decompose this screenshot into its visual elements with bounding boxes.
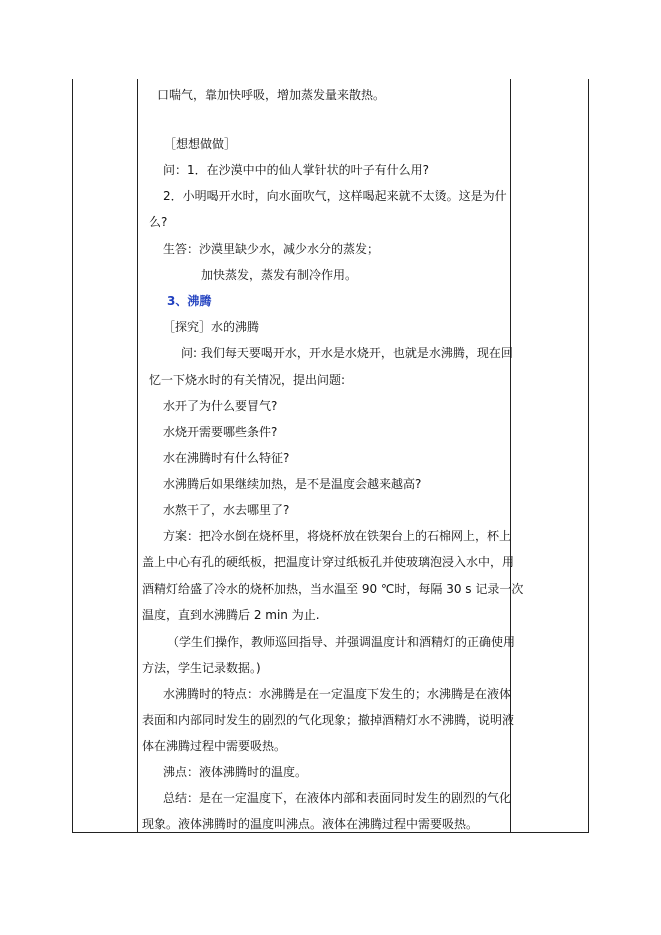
question-line: 水烧开需要哪些条件? [163, 425, 278, 439]
section-label: ［探究］水的沸腾 [163, 320, 260, 334]
question-line: 水沸腾后如果继续加热，是不是温度会越来越高? [163, 477, 422, 491]
table-border-right [588, 79, 589, 833]
text-line: 总结：是在一定温度下，在液体内部和表面同时发生的剧烈的气化 [163, 791, 512, 805]
question-line: 水在沸腾时有什么特征? [163, 451, 290, 465]
text-line: 方案：把冷水倒在烧杯里，将烧杯放在铁架台上的石棉网上，杯上 [163, 529, 512, 543]
text-line: 忆一下烧水时的有关情况，提出问题: [149, 373, 346, 387]
table-column-divider-1 [137, 79, 138, 833]
text-line: （学生们操作，教师巡回指导、并强调温度计和酒精灯的正确使用 [167, 635, 516, 649]
answer-line: 生答：沙漠里缺少水，减少水分的蒸发； [163, 242, 380, 256]
text-line: 现象。液体沸腾时的温度叫沸点。液体在沸腾过程中需要吸热。 [142, 817, 479, 831]
section-label: ［想想做做］ [164, 137, 237, 151]
question-line: 水开了为什么要冒气? [163, 399, 278, 413]
table-bottom-border [72, 832, 589, 833]
section-heading: 3、沸腾 [167, 294, 212, 308]
text-line: 沸点：液体沸腾时的温度。 [163, 765, 308, 779]
text-line: 酒精灯给盛了冷水的烧杯加热，当水温至 90 ℃时，每隔 30 s 记录一次 [142, 582, 524, 596]
text-line: 方法，学生记录数据。) [142, 661, 261, 675]
text-line: 水沸腾时的特点：水沸腾是在一定温度下发生的；水沸腾是在液体 [163, 687, 512, 701]
table-border-left [72, 79, 73, 833]
question-line: 2．小明喝开水时，向水面吹气，这样喝起来就不太烫。这是为什 [163, 189, 507, 203]
answer-line: 加快蒸发，蒸发有制冷作用。 [201, 268, 358, 282]
question-line: 水熬干了，水去哪里了? [163, 503, 290, 517]
text-line: 口喘气，靠加快呼吸，增加蒸发量来散热。 [157, 88, 386, 102]
text-line: 盖上中心有孔的硬纸板，把温度计穿过纸板孔并使玻璃泡浸入水中，用 [142, 555, 515, 569]
text-line: 体在沸腾过程中需要吸热。 [142, 739, 287, 753]
text-line: 问: 我们每天要喝开水，开水是水烧开，也就是水沸腾，现在回 [181, 346, 513, 360]
text-line: 表面和内部同时发生的剧烈的气化现象；撤掉酒精灯水不沸腾，说明液 [142, 713, 515, 727]
question-line: 问：1．在沙漠中中的仙人掌针状的叶子有什么用? [163, 163, 430, 177]
question-line: 么? [149, 215, 168, 229]
text-line: 温度，直到水沸腾后 2 min 为止. [142, 608, 320, 622]
